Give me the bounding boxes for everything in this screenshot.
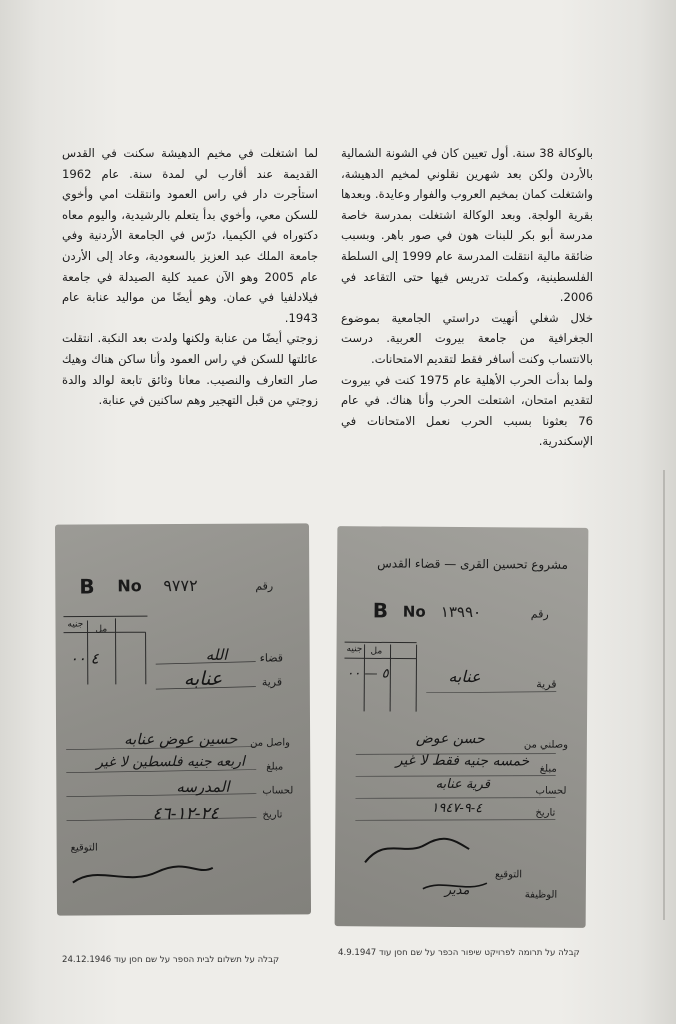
position-label: الوظيفة <box>524 889 558 901</box>
qarya-label: قرية <box>261 675 283 689</box>
paragraph: لما اشتغلت في مخيم الدهيشة سكنت في القدس القديمة عند أقارب لي لمدة سنة. عام 1962 استأجرت دار في راس العمود وانتقلت امي وأخوي للسكن معي، وأخوي بدأ يتعلم بالرشيدية، واليوم معاه دكتوراه في الكيميا، درّس في الجامعة الأردنية وفي جامعة الملك عبد العزيز بالسعودية، وعاد إلى الأردن عام 2005 وهو الآن عميد كلية الصيدلة في جامعة فيلادلفيا في عمان. وهو أيضًا من مواليد عنابة عام 1943. <box>62 146 318 325</box>
qarya-label: قرية <box>536 677 557 691</box>
signature-label: التوقيع <box>70 842 98 854</box>
received-from-label: وصلني من <box>523 739 569 751</box>
receipt-photo-right <box>335 526 589 928</box>
position-value: مدير <box>444 882 470 899</box>
page-edge <box>663 470 665 920</box>
qada-label: قضاء <box>259 651 284 665</box>
caption-right: קבלה על תרומה לפרויקט שיפור הכפר על שם חסן עוד 4.9.1947 <box>338 948 580 958</box>
date-label: تاريخ <box>262 809 283 821</box>
amount-words: اربعه جنيه فلسطين لا غير <box>96 753 245 771</box>
number-sign: No <box>402 602 426 621</box>
received-from-value: حسين عوض عنابه <box>124 729 238 749</box>
paragraph: ولما بدأت الحرب الأهلية عام 1975 كنت في بيروت لتقديم امتحان، اشتعلت الحرب وأنا هناك. في عام 76 بعثونا بسبب الحرب نعمل الامتحانات في الإسكندرية. <box>341 372 593 449</box>
receipt-letter: B <box>79 574 95 599</box>
account-label: لحساب <box>262 785 294 797</box>
amount-label: مبلغ <box>266 761 284 773</box>
col-mil-label: مل <box>95 624 108 635</box>
paragraph: بالوكالة 38 سنة. أول تعيين كان في الشونة الشمالية بالأردن ولكن بعد شهرين نقلوني لمخيم الدهيشة، واشتغلت كمان بمخيم العروب والفوار وعايدة. وبعدها بقرية الولجة. وبعد الوكالة اشتغلت بمدرسة خاصة مدرسة أبو بكر للبنات هون في صور باهر. وبسبب ضائقة مالية انتقلت المدرسة عام 1999 إلى السلطة الفلسطينية، وكملت تدريس فيها حتى التقاعد في 2006. <box>341 146 593 305</box>
receipt-header: مشروع تحسين القرى — قضاء القدس <box>377 556 569 572</box>
receipt-photo-left <box>55 523 311 915</box>
signature-scribble <box>73 866 213 882</box>
text-column-left <box>62 143 318 411</box>
amount-figure: ٥ — ٠٠ <box>346 666 389 682</box>
account-value: المدرسه <box>176 777 230 797</box>
amount-label: مبلغ <box>539 763 557 775</box>
receipt-number: ٩٧٧٢ <box>163 575 198 596</box>
qarya-value: عنابه <box>183 667 223 690</box>
col-junayh-label: جنيه <box>346 644 363 655</box>
signature-scribble <box>365 838 469 863</box>
signature-label: التوقيع <box>494 869 523 881</box>
number-sign: No <box>117 576 142 596</box>
receipt-number: ١٣٩٩٠ <box>440 602 482 622</box>
qada-value: الله <box>205 645 228 664</box>
date-label: تاريخ <box>535 807 556 819</box>
text-column-right <box>341 143 593 452</box>
raqam-label: رقم <box>530 607 549 621</box>
paragraph: زوجتي أيضًا من عنابة ولكنها ولدت بعد النكبة. انتقلت عائلتها للسكن في راس العمود وأنا ساكن هناك وهيك صار التعارف والنصيب. معانا وثائق تابعة لوالد والدة زوجتي من قبل التهجير وهم ساكنين في عنابة. <box>62 331 318 408</box>
date-value: ٢٤-١٢-٤٦ <box>152 803 219 825</box>
col-junayh-label: جنيه <box>67 619 84 630</box>
paragraph: خلال شغلي أنهيت دراستي الجامعية بموضوع الجغرافية من جامعة بيروت العربية. درست بالانتساب وكنت أسافر فقط لتقديم الامتحانات. <box>341 310 593 366</box>
account-value: قرية عنابه <box>435 776 490 793</box>
caption-left: קבלה על תשלום לבית הספר על שם חסן עוד 24.12.1946 <box>62 955 280 965</box>
received-from-label: واصل من <box>250 737 290 749</box>
account-label: لحساب <box>535 785 567 797</box>
received-from-value: حسن عوض <box>415 730 485 748</box>
raqam-label: رقم <box>255 579 274 593</box>
col-mil-label: مل <box>370 646 383 657</box>
date-value: ٤-٩-١٩٤٧ <box>431 800 483 817</box>
receipt-table-lines <box>335 526 589 928</box>
receipt-letter: B <box>372 598 389 623</box>
amount-figure: ٤ ٠٠ <box>69 649 99 668</box>
amount-words: خمسه جنيه فقط لا غير <box>395 752 530 770</box>
qarya-value: عنابه <box>448 666 481 687</box>
